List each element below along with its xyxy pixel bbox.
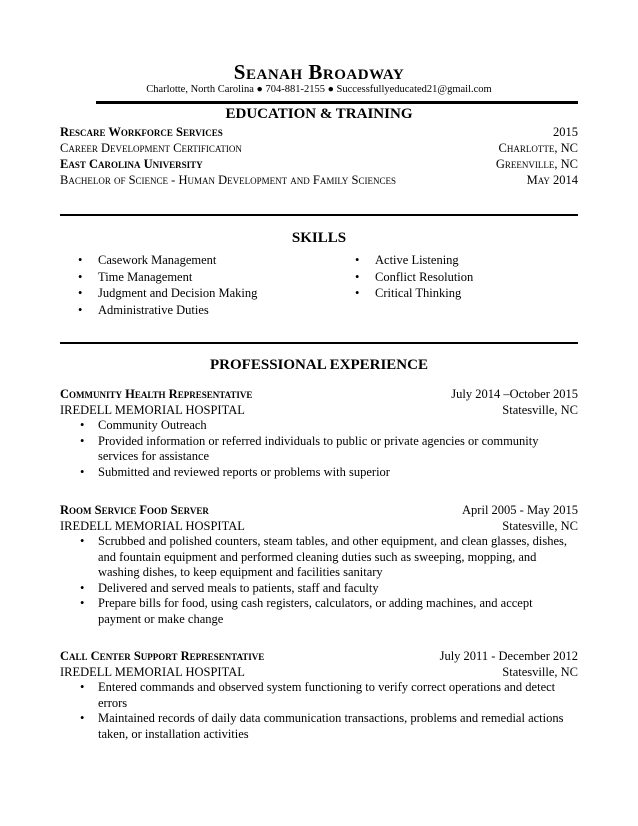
education-row [60,156,578,172]
job-bullet: • Prepare bills for food, using cash registers, calculators, or adding machines, and accept payment or make change [60,596,578,627]
education-year: 2015 [553,125,578,139]
job-header [60,386,578,402]
skill-item: • Casework Management [98,252,257,269]
education-location: Charlotte, NC [498,141,578,155]
job-location: Statesville, NC [502,403,578,417]
education-institution: East Carolina University [60,157,203,171]
job-header [60,648,578,664]
skill-item: • Active Listening [375,252,473,269]
job-dates: July 2014 –October 2015 [451,387,578,401]
job-location: Statesville, NC [502,665,578,679]
job-employer-row [60,518,578,534]
job-location: Statesville, NC [502,519,578,533]
job-dates: July 2011 - December 2012 [439,649,578,663]
education-title: EDUCATION & TRAINING [225,106,413,122]
skill-item: • Critical Thinking [375,285,473,302]
education-row [60,172,578,188]
job-bullet: • Delivered and served meals to patients, staff and faculty [60,581,578,597]
education-degree: Bachelor of Science - Human Development and Family Sciences [60,173,397,187]
job-bullet: • Scrubbed and polished counters, steam tables, and other equipment, and clean glasses, dishes, and fountain equipment and performed cleaning duties such as sweeping, mopping, and washing dishes, to keep equipment and facilities sanitary [60,534,578,581]
skill-item: • Conflict Resolution [375,269,473,286]
job-bullets [60,418,578,480]
section-divider [60,214,578,216]
skills-list-right [337,252,473,302]
experience-title: PROFESSIONAL EXPERIENCE [210,357,428,373]
job-bullets [60,680,578,742]
job-header [60,502,578,518]
job-bullets [60,534,578,627]
education-date: May 2014 [526,173,578,187]
job-employer-row [60,402,578,418]
candidate-name: Seanah Broadway [233,60,405,84]
job-dates: April 2005 - May 2015 [462,503,578,517]
education-row [60,124,578,140]
job-employer: IREDELL MEMORIAL HOSPITAL [60,519,245,533]
header-rule [96,101,578,104]
job-role: Room Service Food Server [60,503,209,517]
skills-list-left [60,252,257,318]
skills-title: SKILLS [291,230,347,246]
education-row [60,140,578,156]
job-bullet: • Provided information or referred individuals to public or private agencies or community services for assistance [60,434,578,465]
skill-item: • Administrative Duties [98,302,257,319]
job-bullet: • Community Outreach [60,418,578,434]
job-role: Call Center Support Representative [60,649,265,663]
education-institution: Rescare Workforce Services [60,125,223,139]
job-role: Community Health Representative [60,387,253,401]
skill-item: • Judgment and Decision Making [98,285,257,302]
section-divider [60,342,578,344]
job-employer: IREDELL MEMORIAL HOSPITAL [60,665,245,679]
job-bullet: • Entered commands and observed system functioning to verify correct operations and detect errors [60,680,578,711]
job-employer: IREDELL MEMORIAL HOSPITAL [60,403,245,417]
contact-line: Charlotte, North Carolina ● 704-881-2155 ● Successfullyeducated21@gmail.com [146,84,492,95]
job-employer-row [60,664,578,680]
education-program: Career Development Certification [60,141,242,155]
skill-item: • Time Management [98,269,257,286]
education-location: Greenville, NC [495,157,578,171]
job-bullet: • Maintained records of daily data communication transactions, problems and remedial actions taken, or installation activities [60,711,578,742]
job-bullet: • Submitted and reviewed reports or problems with superior [60,465,578,481]
